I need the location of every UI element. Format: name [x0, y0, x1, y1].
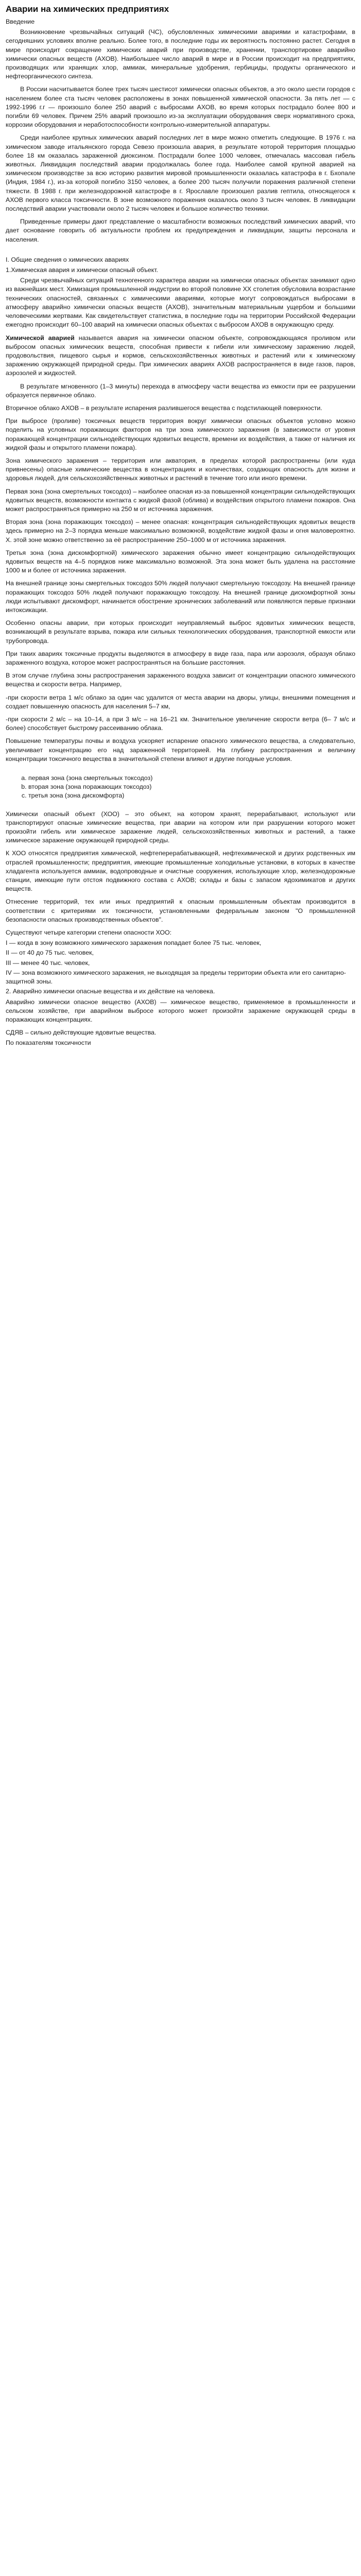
zone-item: a. первая зона (зона смертельных токсодоз)	[28, 774, 355, 783]
paragraph: К ХОО относятся предприятия химической, нефтеперерабатывающей, нефтехимической и других родственных им отраслей промышленности; предприятия, имеющие промышленные холодильные установки, в которых в качестве хладагента используется аммиак, водопроводные и очистные сооружения, использующие хлор, железнодорожные станции, имеющие пути отстоя подвижного состава с АХОВ; склады и базы с запасом ядохимикатов и других веществ.	[6, 850, 355, 893]
section-subheading: 2. Аварийно химически опасные вещества и их действие на человека.	[6, 988, 215, 995]
paragraph: В результате мгновенного (1–3 минуты) перехода в атмосферу части вещества из емкости при ее разрушении образуется первичное облако.	[6, 382, 355, 399]
paragraph: Химически опасный объект (ХОО) – это объект, на котором хранят, перерабатывают, используют или транспортируют опасные химические вещества, при аварии на котором или при разрушении которого может произойти гибель или химическое заражение людей, сельскохозяйственных животных и растений, а также химическое заражение окружающей природной среды.	[6, 810, 355, 844]
paragraph: Вторая зона (зона поражающих токсодоз) – менее опасная: концентрация сильнодействующих ядовитых веществ здесь примерно на 2–3 порядка меньше максимально возможной, воздействие жидкой фазы и огня маловероятно. Х. этой зоне можно ответственно за её распространение 250–1000 м от источника заражения.	[6, 518, 355, 544]
paragraph: СДЯВ – сильно действующие ядовитые вещества.	[6, 1029, 157, 1037]
paragraph: Отнесение территорий, тех или иных предприятий к опасным промышленным объектам производится в соответствии с критериями их токсичности, установленными федеральным законом "О промышленной безопасности опасных производственных объектов".	[6, 898, 355, 923]
intro-heading: Введение	[6, 18, 35, 25]
paragraph: На внешней границе зоны смертельных токсодоз 50% людей получают смертельную токсодозу. На внешней границе поражающих токсодоз 50% людей получают поражающую токсодозу. На внешней границе дискомфортной зоны люди испытывают дискомфорт, начинается обострение хронических заболеваний или появляются первые признаки интоксикации.	[6, 580, 355, 614]
definition-text: называется авария на химически опасном объекте, сопровождающаяся проливом или выбросом опасных химических веществ, способная привести к гибели или химическому заражению людей, продовольствия, пищевого сырья и кормов, сельскохозяйственных животных и растений или к химическому заражению окружающей природной среды. При химических авариях АХОВ распространяется в виде газов, паров, аэрозолей и жидкостей.	[6, 334, 355, 377]
paragraph: Повышение температуры почвы и воздуха ускоряет испарение опасного химического вещества, а следовательно, увеличивает концентрацию его над зараженной территорией. На глубину распространения и величину концентрации токсичного вещества в значительной степени влияют и другие погодные условия.	[6, 737, 355, 762]
paragraph: В этом случае глубина зоны распространения зараженного воздуха зависит от концентрации опасного химического вещества и скорости ветра. Например,	[6, 672, 355, 688]
intro-paragraph-3: Среди наиболее крупных химических аварий последних лет в мире можно отметить следующие. В 1976 г. на химическом заводе итальянского города Севезо произошла авария, в результате которой территория площадью более 18 км оказалась зараженной диоксином. Пострадали более 1000 человек, отмечалась массовая гибель животных. Ликвидация последствий аварии продолжалась более года. Наиболее самой крупной аварией на химическом производстве за всю историю развития мировой промышленности оказалась катастрофа в г. Бхопале (Индия, 1984 г.), из-за которой погибло 3150 человек, а более 200 тысяч получили поражения различной степени тяжести. В 1988 г. при железнодорожной катастрофе в г. Ярославле произошел разлив гептила, относящегося к АХОВ первого класса токсичности. В зоне возможного поражения оказалось около 3 тысяч человек. В ликвидации последствий аварии участвовали около 2 тысяч человек и большое количество техники.	[6, 134, 355, 213]
paragraph: Вторичное облако АХОВ – в результате испарения разлившегося вещества с подстилающей поверхности.	[6, 404, 322, 412]
definition-term: Химической аварией	[6, 334, 75, 342]
intro-paragraph-4: Приведенные примеры дают представление о масштабности возможных последствий химических аварий, что дает основание говорить об актуальности проблем их предупреждения и ликвидации, защиты персонала и населения.	[6, 218, 355, 243]
zone-item: c. третья зона (зона дискомфорта)	[28, 791, 355, 800]
page-title: Аварии на химических предприятиях	[6, 4, 169, 14]
section-heading: I. Общие сведения о химических авариях	[6, 256, 129, 263]
category-item: IV — зона возможного химического заражения, не выходящая за пределы территории объекта или его санитарно-защитной зоны.	[6, 969, 346, 986]
document-body	[6, 18, 355, 1048]
document-page	[0, 0, 361, 1055]
paragraph: Среди чрезвычайных ситуаций техногенного характера аварии на химически опасных объектах занимают одно из важнейших мест. Химизация промышленной индустрии во второй половине XX столетия обусловила возрастание технических опасностей, связанных с химическими авариями, которые могут сопровождаться выбросами в атмосферу аварийно химически опасных веществ (АХОВ), значительным материальным ущербом и большими человеческими жертвами. Как свидетельствует статистика, в последние годы на территории Российской Федерации ежегодно происходит 60–100 аварий на химически опасных объектах с выбросом АХОВ в окружающую среду.	[6, 277, 355, 329]
category-item: II — от 40 до 75 тыс. человек,	[6, 949, 94, 957]
paragraph: Особенно опасны аварии, при которых происходит неуправляемый выброс ядовитых химических веществ, возникающий в результате взрыва, пожара или сильных технологических оборудования, транспортной емкости или трубопровода.	[6, 619, 355, 645]
paragraph: При таких авариях токсичные продукты выделяются в атмосферу в виде газа, пара или аэрозоля, образуя облако зараженного воздуха, которое может распространяться на большие расстояния.	[6, 650, 355, 666]
paragraph: Аварийно химически опасное вещество (АХОВ) — химическое вещество, применяемое в промышленности и сельском хозяйстве, при аварийном выбросе которого может произойти заражение окружающей среды в поражающих концентрациях.	[6, 998, 355, 1023]
category-item: I — когда в зону возможного химического заражения попадает более 75 тыс. человек,	[6, 939, 262, 947]
intro-paragraph-2: В России насчитывается более трех тысяч шестисот химически опасных объектов, а это около шести городов с населением более ста тысяч человек расположены в зонах повышенной химической опасности. За пять лет — с 1992-1996 г.г — произошло более 250 аварий с выбросами АХОВ, во время которых пострадало более 800 и погибли 69 человек. Причем 25% аварий произошло из-за эксплуатации оборудования сверх нормативного срока, коррозии оборудования и неработоспособности контрольно-измерительной аппаратуры.	[6, 86, 355, 129]
paragraph: Существуют четыре категории степени опасности ХОО:	[6, 929, 172, 937]
paragraph: Первая зона (зона смертельных токсодоз) – наиболее опасная из-за повышенной концентрации сильнодействующих ядовитых веществ, возможности контакта с жидкой фазой (облива) и воздействия открытого пламени пожаров. Она может распространяться примерно на 250 м от источника заражения.	[6, 487, 355, 513]
zone-item: b. вторая зона (зона поражающих токсодоз)	[28, 783, 355, 791]
paragraph: При выбросе (проливе) токсичных веществ территория вокруг химически опасных объектов условно можно поделить на условных поражающих факторов на три зона химического заражения (в зависимости от уровня поражающей концентрации сильнодействующих ядовитых веществ, времени их воздействия, а также от наличия их жидкой фазы и открытого пламени пожара).	[6, 417, 355, 451]
paragraph: Третья зона (зона дискомфортной) химического заражения обычно имеет концентрацию сильнодействующих ядовитых веществ на 4–5 порядков ниже максимально возможной. Эта зона может быть удалена на расстояние 1000 м и более от источника заражения.	[6, 549, 355, 574]
intro-paragraph-1: Возникновение чрезвычайных ситуаций (ЧС), обусловленных химическими авариями и катастрофами, в сегодняшних условиях вполне реально. Более того, в последние годы их вероятность постоянно растет. Сегодня в мире происходит сокращение химических аварий при производстве, хранении, транспортировке аварийно химически опасных веществ (АХОВ). Наибольшее число аварий в мире и в России происходит на предприятиях, производящих или хранящих хлор, аммиак, минеральные удобрения, гербициды, продукты органического и нефтеорганического синтеза.	[6, 28, 355, 80]
section-spacer	[6, 248, 355, 256]
paragraph: -при скорости ветра 1 м/с облако за один час удалится от места аварии на дворы, улицы, внешними помещения и создает повышенную опасность для населения 5–7 км,	[6, 693, 355, 710]
category-item: III — менее 40 тыс. человек,	[6, 959, 90, 967]
section-subheading: 1.Химическая авария и химически опасный объект.	[6, 266, 158, 274]
paragraph: По показателям токсичности	[6, 1039, 91, 1047]
paragraph: -при скорости 2 м/с – на 10–14, а при 3 м/с – на 16–21 км. Значительное увеличение скорости ветра (6– 7 м/с и более) способствует быстрому рассеиванию облака.	[6, 716, 355, 732]
definition-paragraph	[6, 334, 355, 378]
paragraph: Зона химического заражения – территория или акватория, в пределах которой распространены (или куда привнесены) опасные химические вещества в концентрациях и количествах, создающих опасность для жизни и здоровья людей, для сельскохозяйственных животных и растений в течение того или иного времени.	[6, 456, 355, 482]
zones-list	[9, 774, 355, 801]
